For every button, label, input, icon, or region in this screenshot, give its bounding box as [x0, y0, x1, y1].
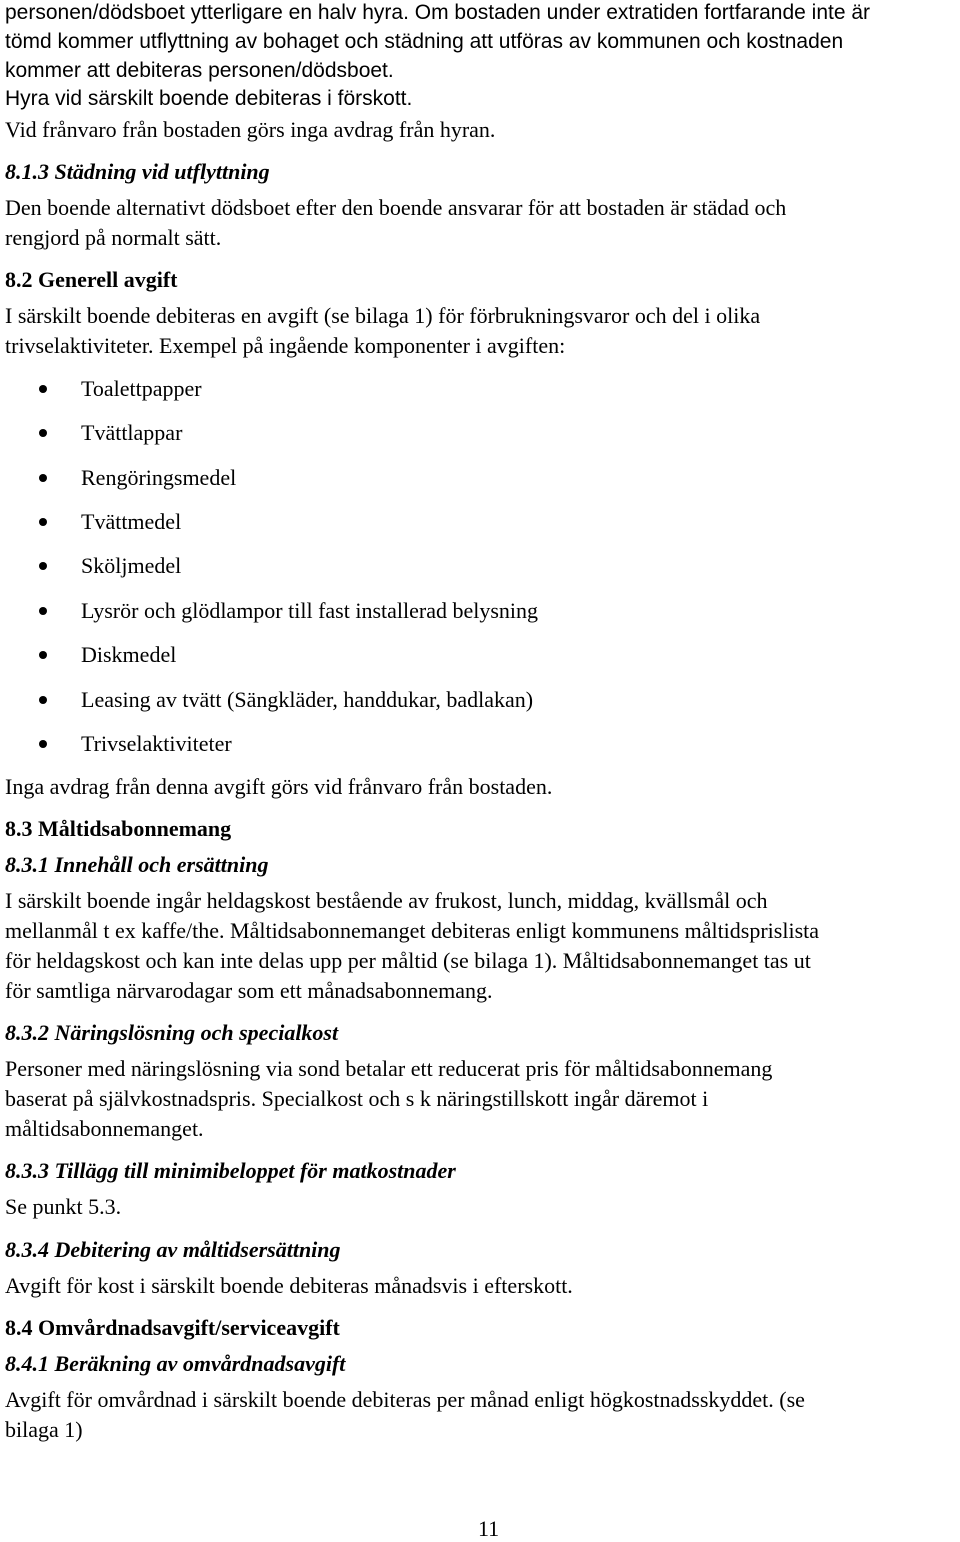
s841-line-1: Avgift för omvårdnad i särskilt boende debiteras per månad enligt högkostnadsskyddet. (se [5, 1387, 805, 1412]
s831-line-3b: Måltidsabonnemanget tas ut [562, 948, 811, 973]
heading-title: Tillägg till minimibeloppet för matkostnader [54, 1158, 456, 1183]
bullet-icon [39, 385, 47, 393]
s82-line-2a: trivselaktiviteter. [5, 333, 154, 358]
s832-line-3: måltidsabonnemanget. [5, 1116, 204, 1141]
intro-line-1: personen/dödsboet ytterligare en halv hyra. Om bostaden under extratiden fortfarande inte är [5, 1, 871, 24]
heading-title: Omvårdnadsavgift/serviceavgift [38, 1315, 340, 1340]
bullet-icon [39, 518, 47, 526]
s82-line-2b: Exempel på ingående komponenter i avgiften: [158, 333, 566, 358]
heading-number: 8.3 [5, 816, 33, 841]
heading-number: 8.4.1 [5, 1351, 49, 1376]
s831-line-2b: Måltidsabonnemanget debiteras enligt kommunens måltidsprislista [230, 918, 820, 943]
heading-number: 8.3.2 [5, 1020, 49, 1045]
s832-line-2 [5, 1086, 708, 1112]
heading-title: Städning vid utflyttning [54, 159, 270, 184]
bullet-icon [39, 740, 47, 748]
bullet-icon [39, 562, 47, 570]
s831-line-3a: för heldagskost och kan inte delas upp per måltid (se bilaga 1). [5, 948, 558, 973]
heading-title: Näringslösning och specialkost [54, 1020, 339, 1045]
bullet-icon [39, 429, 47, 437]
s832-line-1: Personer med näringslösning via sond betalar ett reducerat pris för måltidsabonnemang [5, 1056, 773, 1081]
s831-line-2 [5, 918, 819, 944]
s833-line-1: Se punkt 5.3. [5, 1194, 122, 1219]
heading-8-3-4 [5, 1237, 341, 1263]
heading-number: 8.2 [5, 267, 33, 292]
heading-number: 8.3.4 [5, 1237, 49, 1262]
heading-number: 8.1.3 [5, 159, 49, 184]
s831-line-2a: mellanmål t ex kaffe/the. [5, 918, 225, 943]
heading-8-3-2 [5, 1020, 338, 1046]
page-number: 11 [478, 1516, 500, 1541]
bullet-icon [39, 607, 47, 615]
heading-number: 8.3.1 [5, 852, 49, 877]
intro-line-2: tömd kommer utflyttning av bohaget och städning att utföras av kommunen och kostnaden [5, 30, 844, 53]
s831-line-3 [5, 948, 811, 974]
heading-8-2 [5, 267, 178, 293]
s834-line-1: Avgift för kost i särskilt boende debiteras månadsvis i efterskott. [5, 1273, 573, 1298]
list-item: Tvättlappar [81, 420, 183, 445]
intro-line-4: Hyra vid särskilt boende debiteras i förskott. [5, 87, 413, 110]
list-item: Lysrör och glödlampor till fast installerad belysning [81, 598, 539, 623]
intro-line-3: kommer att debiteras personen/dödsboet. [5, 59, 394, 82]
bullet-icon [39, 696, 47, 704]
s841-line-2: bilaga 1) [5, 1417, 83, 1442]
heading-title: Måltidsabonnemang [38, 816, 232, 841]
heading-title: Beräkning av omvårdnadsavgift [54, 1351, 346, 1376]
heading-8-1-3 [5, 159, 270, 185]
s813-line-2: rengjord på normalt sätt. [5, 225, 222, 250]
list-item: Sköljmedel [81, 553, 182, 578]
heading-number: 8.3.3 [5, 1158, 49, 1183]
heading-number: 8.4 [5, 1315, 33, 1340]
intro-line-5: Vid frånvaro från bostaden görs inga avdrag från hyran. [5, 117, 496, 142]
heading-8-3-3 [5, 1158, 456, 1184]
list-item: Leasing av tvätt (Sängkläder, handdukar, badlakan) [81, 687, 534, 712]
list-item: Diskmedel [81, 642, 177, 667]
heading-8-3-1 [5, 852, 268, 878]
heading-title: Debitering av måltidsersättning [54, 1237, 341, 1262]
s82-line-2 [5, 333, 565, 359]
s813-line-1: Den boende alternativt dödsboet efter den boende ansvarar för att bostaden är städad och [5, 195, 787, 220]
s82-after: Inga avdrag från denna avgift görs vid frånvaro från bostaden. [5, 774, 553, 799]
list-item: Tvättmedel [81, 509, 182, 534]
s831-line-4: för samtliga närvarodagar som ett månadsabonnemang. [5, 978, 493, 1003]
bullet-icon [39, 651, 47, 659]
s82-line-1: I särskilt boende debiteras en avgift (se bilaga 1) för förbrukningsvaror och del i olika [5, 303, 761, 328]
heading-8-4-1 [5, 1351, 345, 1377]
bullet-icon [39, 474, 47, 482]
list-item: Toalettpapper [81, 376, 202, 401]
list-item: Rengöringsmedel [81, 465, 237, 490]
heading-title: Generell avgift [38, 267, 178, 292]
list-item: Trivselaktiviteter [81, 731, 232, 756]
heading-8-3 [5, 816, 231, 842]
s832-line-2a: baserat på självkostnadspris. [5, 1086, 257, 1111]
heading-8-4 [5, 1315, 340, 1341]
s832-line-2b: Specialkost och s k näringstillskott ingår däremot i [261, 1086, 709, 1111]
heading-title: Innehåll och ersättning [54, 852, 269, 877]
s831-line-1: I särskilt boende ingår heldagskost bestående av frukost, lunch, middag, kvällsmål och [5, 888, 768, 913]
